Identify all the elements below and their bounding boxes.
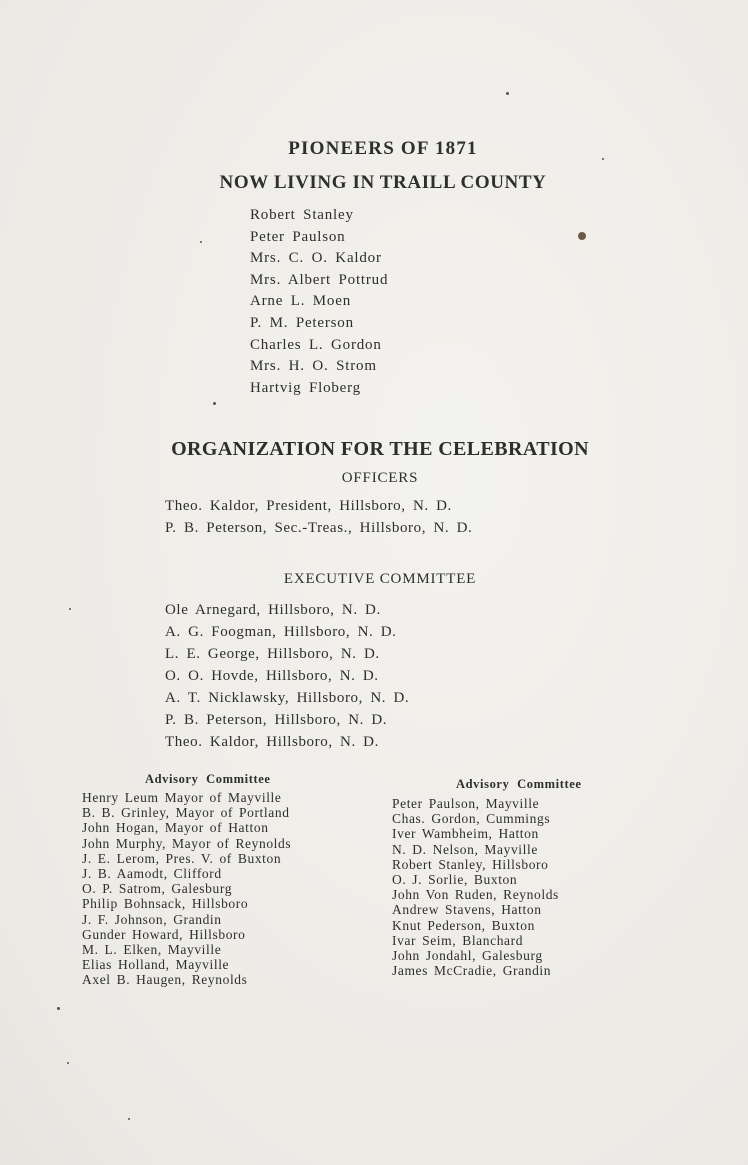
list-item: Knut Pederson, Buxton	[392, 917, 535, 933]
list-item: O. O. Hovde, Hillsboro, N. D.	[165, 668, 379, 684]
list-item: B. B. Grinley, Mayor of Portland	[82, 805, 290, 821]
executive-committee-list	[165, 599, 409, 753]
list-item: A. T. Nicklawsky, Hillsboro, N. D.	[165, 690, 410, 706]
paper-speck	[128, 1118, 130, 1120]
list-item: J. F. Johnson, Grandin	[82, 911, 222, 927]
list-item: Philip Bohnsack, Hillsboro	[82, 896, 249, 912]
list-item: J. E. Lerom, Pres. V. of Buxton	[82, 850, 282, 866]
list-item: O. P. Satrom, Galesburg	[82, 881, 233, 897]
advisory-committee-right-list	[392, 796, 559, 978]
paper-speck	[69, 608, 71, 610]
list-item: L. E. George, Hillsboro, N. D.	[165, 646, 380, 662]
list-item: Charles L. Gordon	[250, 336, 382, 353]
paper-speck	[602, 158, 604, 160]
list-item: A. G. Foogman, Hillsboro, N. D.	[165, 624, 397, 640]
advisory-committee-left-list	[82, 790, 291, 988]
list-item: Arne L. Moen	[250, 293, 351, 310]
list-item: John Jondahl, Galesburg	[392, 948, 543, 964]
list-item: Axel B. Haugen, Reynolds	[82, 972, 248, 988]
list-item: Peter Paulson	[250, 228, 346, 245]
organization-heading: ORGANIZATION FOR THE CELEBRATION	[171, 438, 589, 460]
paper-speck	[213, 402, 216, 405]
list-item: N. D. Nelson, Mayville	[392, 841, 538, 857]
list-item: Iver Wambheim, Hatton	[392, 826, 539, 842]
list-item: Theo. Kaldor, Hillsboro, N. D.	[165, 734, 379, 750]
list-item: John Murphy, Mayor of Reynolds	[82, 835, 292, 851]
advisory-committee-heading-right: Advisory Committee	[456, 777, 582, 791]
list-item: Mrs. C. O. Kaldor	[250, 250, 382, 267]
paper-speck	[506, 92, 509, 95]
list-item: J. B. Aamodt, Clifford	[82, 866, 222, 882]
list-item: Elias Holland, Mayville	[82, 957, 230, 973]
list-item: Theo. Kaldor, President, Hillsboro, N. D.	[165, 498, 452, 514]
list-item: Hartvig Floberg	[250, 379, 361, 396]
pioneers-heading: PIONEERS OF 1871	[288, 138, 478, 159]
list-item: Robert Stanley	[250, 207, 354, 223]
list-item: John Von Ruden, Reynolds	[392, 887, 559, 903]
paper-speck	[200, 241, 202, 243]
list-item: O. J. Sorlie, Buxton	[392, 872, 518, 888]
paper-speck	[67, 1062, 69, 1064]
list-item: M. L. Elken, Mayville	[82, 942, 222, 958]
list-item: P. B. Peterson, Sec.-Treas., Hillsboro, N. D.	[165, 520, 473, 536]
list-item: Mrs. Albert Pottrud	[250, 271, 389, 288]
list-item: Robert Stanley, Hillsboro	[392, 856, 549, 872]
pioneers-list	[250, 205, 388, 399]
list-item: John Hogan, Mayor of Hatton	[82, 820, 269, 836]
list-item: Henry Leum Mayor of Mayville	[82, 790, 282, 805]
list-item: Gunder Howard, Hillsboro	[82, 926, 246, 942]
list-item: Ivar Seim, Blanchard	[392, 932, 524, 948]
list-item: Peter Paulson, Mayville	[392, 796, 540, 811]
advisory-committee-heading-left: Advisory Committee	[145, 772, 271, 786]
traill-county-heading: NOW LIVING IN TRAILL COUNTY	[219, 172, 547, 193]
list-item: James McCradie, Grandin	[392, 963, 552, 979]
officers-heading: OFFICERS	[341, 470, 419, 486]
list-item: P. B. Peterson, Hillsboro, N. D.	[165, 712, 388, 728]
list-item: P. M. Peterson	[250, 314, 354, 331]
list-item: Ole Arnegard, Hillsboro, N. D.	[165, 602, 381, 618]
executive-committee-heading: EXECUTIVE COMMITTEE	[283, 571, 477, 587]
officers-list	[165, 495, 472, 539]
paper-speck	[57, 1007, 60, 1010]
list-item: Andrew Stavens, Hatton	[392, 902, 542, 918]
paper-speck	[578, 232, 586, 240]
list-item: Chas. Gordon, Cummings	[392, 811, 551, 827]
list-item: Mrs. H. O. Strom	[250, 358, 377, 375]
